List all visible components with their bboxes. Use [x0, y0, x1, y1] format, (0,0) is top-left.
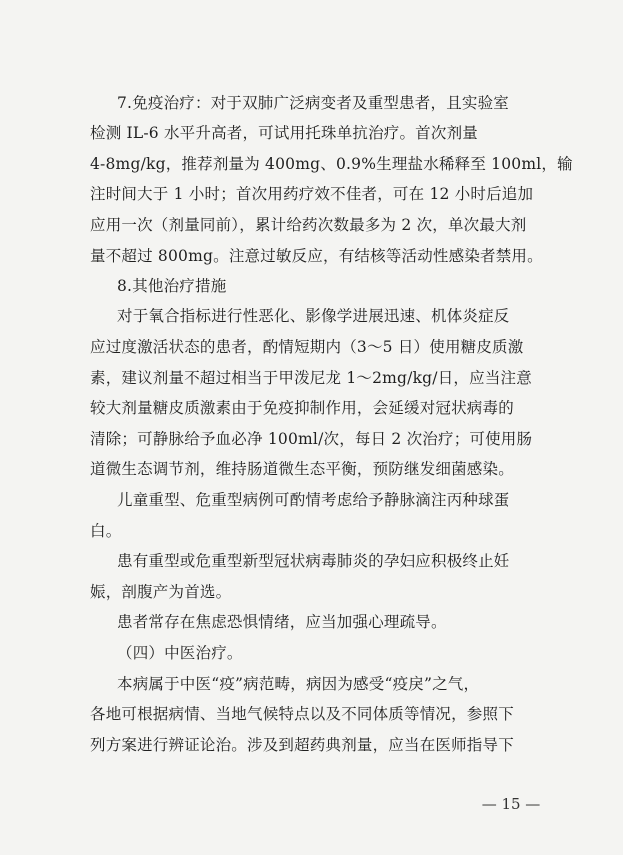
section-heading: （四）中医治疗。 [117, 644, 243, 662]
paragraph-line: 对于氧合指标进行性恶化、影像学进展迅速、机体炎症反 [117, 307, 510, 325]
paragraph-line: 注时间大于 1 小时；首次用药疗效不佳者，可在 12 小时后追加 [90, 185, 534, 203]
paragraph-line: 列方案进行辨证论治。涉及到超药典剂量，应当在医师指导下 [90, 736, 514, 754]
page-number: — 15 — [481, 795, 541, 813]
paragraph-line: 患有重型或危重型新型冠状病毒肺炎的孕妇应积极终止妊 [117, 552, 510, 570]
paragraph-line: 4-8mg/kg，推荐剂量为 400mg、0.9%生理盐水稀释至 100ml，输 [90, 155, 573, 173]
paragraph-line: 较大剂量糖皮质激素由于免疫抑制作用，会延缓对冠状病毒的 [90, 399, 514, 417]
section-heading: 8.其他治疗措施 [117, 277, 227, 295]
paragraph-line: 应用一次（剂量同前），累计给药次数最多为 2 次，单次最大剂 [90, 216, 527, 234]
paragraph-line: 素，建议剂量不超过相当于甲泼尼龙 1～2mg/kg/日，应当注意 [90, 369, 532, 387]
paragraph-line: 检测 IL-6 水平升高者，可试用托珠单抗治疗。首次剂量 [90, 124, 478, 142]
paragraph-line: 娠，剖腹产为首选。 [90, 583, 232, 601]
paragraph-line: 清除；可静脉给予血必净 100ml/次，每日 2 次治疗；可使用肠 [90, 430, 533, 448]
paragraph-line: 道微生态调节剂，维持肠道微生态平衡，预防继发细菌感染。 [90, 460, 514, 478]
paragraph-line: 白。 [90, 522, 122, 540]
paragraph-line: 应过度激活状态的患者，酌情短期内（3～5 日）使用糖皮质激 [90, 338, 524, 356]
paragraph-line: 量不超过 800mg。注意过敏反应，有结核等活动性感染者禁用。 [90, 247, 543, 265]
paragraph-line: 本病属于中医“疫”病范畴，病因为感受“疫戾”之气， [117, 675, 480, 693]
paragraph-line: 儿童重型、危重型病例可酌情考虑给予静脉滴注丙种球蛋 [117, 491, 510, 509]
paragraph-line: 7.免疫治疗：对于双肺广泛病变者及重型患者，且实验室 [117, 94, 509, 112]
paragraph-line: 患者常存在焦虑恐惧情绪，应当加强心理疏导。 [117, 613, 447, 631]
paragraph-line: 各地可根据病情、当地气候特点以及不同体质等情况，参照下 [90, 705, 514, 723]
